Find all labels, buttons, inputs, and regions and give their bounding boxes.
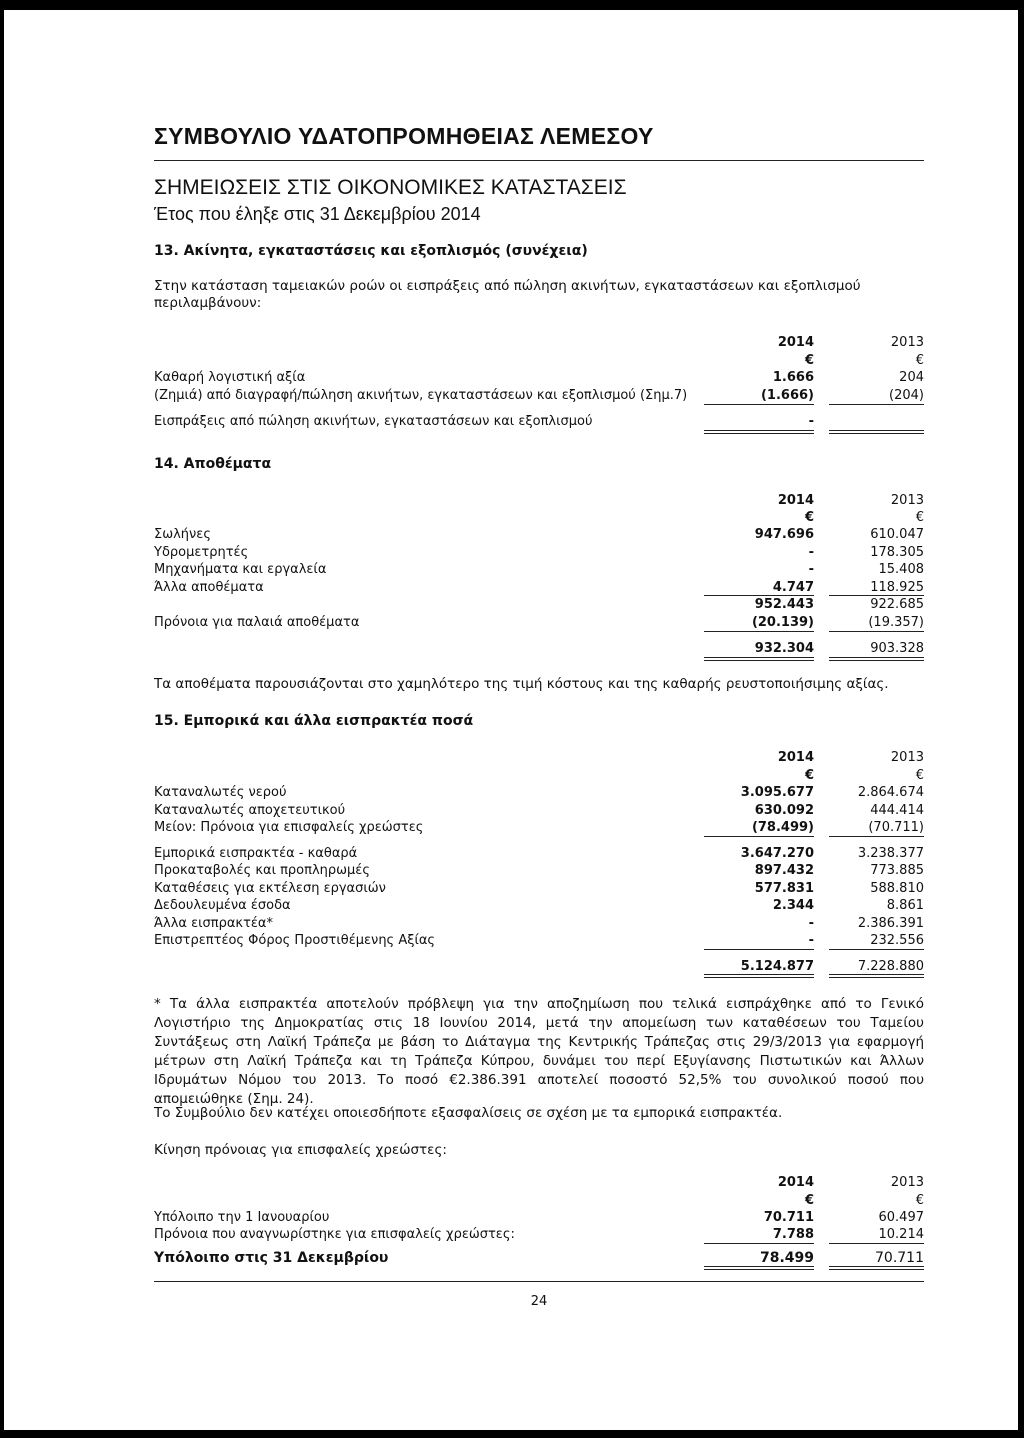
value-2014: 2.344 [772,898,814,913]
document-subtitle: ΣΗΜΕΙΩΣΕΙΣ ΣΤΙΣ ΟΙΚΟΝΟΜΙΚΕΣ ΚΑΤΑΣΤΑΣΕΙΣ [154,176,627,199]
row-label: Επιστρεπτέος Φόρος Προστιθέμενης Αξίας [154,933,436,948]
value-2013: 2.386.391 [857,916,924,931]
value-2014: 70.711 [763,1210,814,1225]
value-2013: (204) [889,388,924,403]
table-row [154,369,924,386]
value-2013: (19.357) [868,615,924,630]
table-row [154,880,924,897]
row-label: Προκαταβολές και προπληρωμές [154,863,370,878]
row-label: Καθαρή λογιστική αξία [154,370,306,385]
value-2014: 630.092 [754,803,814,818]
table-row [154,640,924,657]
value-2013: 10.214 [878,1227,924,1242]
value-2014: 4.747 [772,580,814,595]
value-2014: 3.647.270 [740,846,814,861]
subtotal-rule [829,404,924,405]
table-row [154,862,924,879]
table-row [154,897,924,914]
no-security-note: Το Συμβούλιο δεν κατέχει οποιεσδήποτε εξασφαλίσεις σε σχέση με τα εμπορικά εισπρακτέα. [154,1105,783,1121]
row-label: Υδρομετρητές [154,545,249,560]
value-2014: 947.696 [754,527,814,542]
value-2014: 897.432 [754,863,814,878]
table-row [154,845,924,862]
section-14-heading: 14. Αποθέματα [154,456,272,472]
value-2013: 178.305 [870,545,924,560]
organization-title: ΣΥΜΒΟΥΛΙΟ ΥΔΑΤΟΠΡΟΜΗΘΕΙΑΣ ΛΕΜΕΣΟΥ [154,123,654,149]
table-row [154,1226,924,1243]
section-15-heading: 15. Εμπορικά και άλλα εισπρακτέα ποσά [154,713,474,729]
subtotal-rule [704,1243,814,1244]
value-2013: 2.864.674 [857,785,924,800]
row-label: Εμπορικά εισπρακτέα - καθαρά [154,846,358,861]
subtotal-rule [829,1243,924,1244]
value-2013: 60.497 [878,1210,924,1225]
inventory-note: Τα αποθέματα παρουσιάζονται στο χαμηλότερο της τιμή κόστους και της καθαρής ρευστοποιήσιμης αξίας. [154,676,889,692]
subtotal-rule [829,836,924,837]
row-label: Άλλα αποθέματα [154,580,264,595]
col-2013-header: 2013 [890,335,924,350]
subtotal-rule [829,949,924,950]
value-2013: 7.228.880 [857,959,924,974]
table-row [154,526,924,543]
table-row [154,958,924,975]
value-2014: (78.499) [751,820,814,835]
s13-currency-header [154,352,924,369]
col-2013-header: 2013 [890,493,924,508]
value-2014: 932.304 [754,641,814,656]
value-2013: 15.408 [878,562,924,577]
period-line: Έτος που έληξε στις 31 Δεκεμβρίου 2014 [154,204,481,224]
total-double-rule [704,974,814,978]
row-label: Καταθέσεις για εκτέλεση εργασιών [154,881,386,896]
document-page [4,10,1018,1430]
movement-year-header [154,1174,924,1191]
subtotal-rule [704,404,814,405]
table-row [154,413,924,430]
table-row [154,1250,924,1267]
s15-year-header [154,749,924,766]
currency-2013: € [915,1193,924,1208]
value-2013: 922.685 [870,597,924,612]
total-double-rule [704,657,814,661]
col-2014-header: 2014 [777,335,814,350]
currency-2014: € [804,353,814,368]
value-2014: - [808,414,814,429]
row-label: Υπόλοιπο στις 31 Δεκεμβρίου [154,1250,389,1266]
currency-2014: € [804,768,814,783]
value-2013: 232.556 [870,933,924,948]
row-label: Υπόλοιπο την 1 Ιανουαρίου [154,1210,330,1225]
table-row [154,544,924,561]
row-label: Άλλα εισπρακτέα* [154,916,273,931]
row-label: Καταναλωτές νερού [154,785,287,800]
col-2014-header: 2014 [777,493,814,508]
s14-year-header [154,492,924,509]
row-label: Σωλήνες [154,527,211,542]
total-double-rule [704,430,814,434]
currency-2013: € [915,510,924,525]
row-label: Μηχανήματα και εργαλεία [154,562,327,577]
total-double-rule [829,657,924,661]
value-2013: 610.047 [870,527,924,542]
table-row [154,614,924,631]
table-row [154,819,924,836]
footer-rule [154,1281,924,1282]
currency-2013: € [915,353,924,368]
value-2013: 70.711 [875,1250,924,1266]
provision-movement-heading: Κίνηση πρόνοιας για επισφαλείς χρεώστες: [154,1142,447,1158]
total-double-rule [829,974,924,978]
value-2013: (70.711) [868,820,924,835]
row-label: Μείον: Πρόνοια για επισφαλείς χρεώστες [154,820,424,835]
value-2013: 118.925 [870,580,924,595]
total-double-rule [829,430,924,434]
table-row [154,579,924,596]
col-2013-header: 2013 [890,1175,924,1190]
value-2014: - [808,562,814,577]
subtotal-rule [704,836,814,837]
total-double-rule [704,1266,814,1270]
col-2013-header: 2013 [890,750,924,765]
value-2013: 204 [899,370,924,385]
value-2014: 78.499 [759,1250,814,1266]
table-row [154,387,924,404]
subtotal-rule [704,631,814,632]
value-2013: 8.861 [886,898,924,913]
s13-year-header [154,334,924,351]
col-2014-header: 2014 [777,1175,814,1190]
value-2014: (1.666) [760,388,814,403]
value-2014: (20.139) [751,615,814,630]
receivables-footnote: * Τα άλλα εισπρακτέα αποτελούν πρόβλεψη για την αποζημίωση που τελικά εισπράχθηκε από το Γενικό Λογιστήριο της Δημοκρατίας στις 18 Ιουνίου 2014, μετά την απομείωση των καταθέσεων του Ταμείου Συντάξεως στη Λαϊκή Τράπεζα με βάση το Διάταγμα της Κεντρικής Τράπεζας στις 29/3/2013 για εφαρμογή μέτρων στη Λαϊκή Τράπεζα και τη Τράπεζα Κύπρου, δυνάμει του περί Εξυγίανσης Πιστωτικών και Άλλων Ιδρυμάτων Νόμου του 2013. Το ποσό €2.386.391 αποτελεί ποσοστό 52,5% του συνολικού ποσού που απομειώθηκε (Σημ. 24). [154,996,924,1107]
currency-2014: € [804,510,814,525]
row-label: Πρόνοια για παλαιά αποθέματα [154,615,360,630]
row-label: Πρόνοια που αναγνωρίστηκε για επισφαλείς χρεώστες: [154,1227,515,1242]
s15-currency-header [154,767,924,784]
section-13-heading: 13. Ακίνητα, εγκαταστάσεις και εξοπλισμός (συνέχεια) [154,243,588,259]
table-row [154,784,924,801]
header-rule [154,160,924,161]
table-row [154,1209,924,1226]
value-2014: 7.788 [772,1227,814,1242]
row-label: (Ζημιά) από διαγραφή/πώληση ακινήτων, εγκαταστάσεων και εξοπλισμού (Σημ.7) [154,388,688,403]
table-row [154,802,924,819]
movement-currency-header [154,1192,924,1209]
value-2013: 903.328 [870,641,924,656]
value-2014: 952.443 [754,597,814,612]
row-label: Δεδουλευμένα έσοδα [154,898,291,913]
currency-2014: € [804,1193,814,1208]
section-13-intro: Στην κατάσταση ταμειακών ροών οι εισπράξεις από πώληση ακινήτων, εγκαταστάσεων και εξοπλισμού περιλαμβάνουν: [154,278,861,311]
value-2014: 5.124.877 [740,959,814,974]
page-number: 24 [530,1294,548,1309]
total-double-rule [829,1266,924,1270]
value-2013: 588.810 [870,881,924,896]
subtotal-rule [829,631,924,632]
subtotal-rule [704,949,814,950]
table-row [154,932,924,949]
table-row [154,561,924,578]
value-2014: 3.095.677 [740,785,814,800]
value-2014: - [808,933,814,948]
value-2014: - [808,545,814,560]
value-2014: 577.831 [754,881,814,896]
value-2013: 773.885 [870,863,924,878]
row-label: Καταναλωτές αποχετευτικού [154,803,346,818]
row-label: Εισπράξεις από πώληση ακινήτων, εγκαταστάσεων και εξοπλισμού [154,414,593,429]
col-2014-header: 2014 [777,750,814,765]
currency-2013: € [915,768,924,783]
s14-currency-header [154,509,924,526]
table-row [154,915,924,932]
value-2014: - [808,916,814,931]
value-2013: 444.414 [870,803,924,818]
value-2014: 1.666 [772,370,814,385]
table-row [154,596,924,613]
value-2013: 3.238.377 [857,846,924,861]
